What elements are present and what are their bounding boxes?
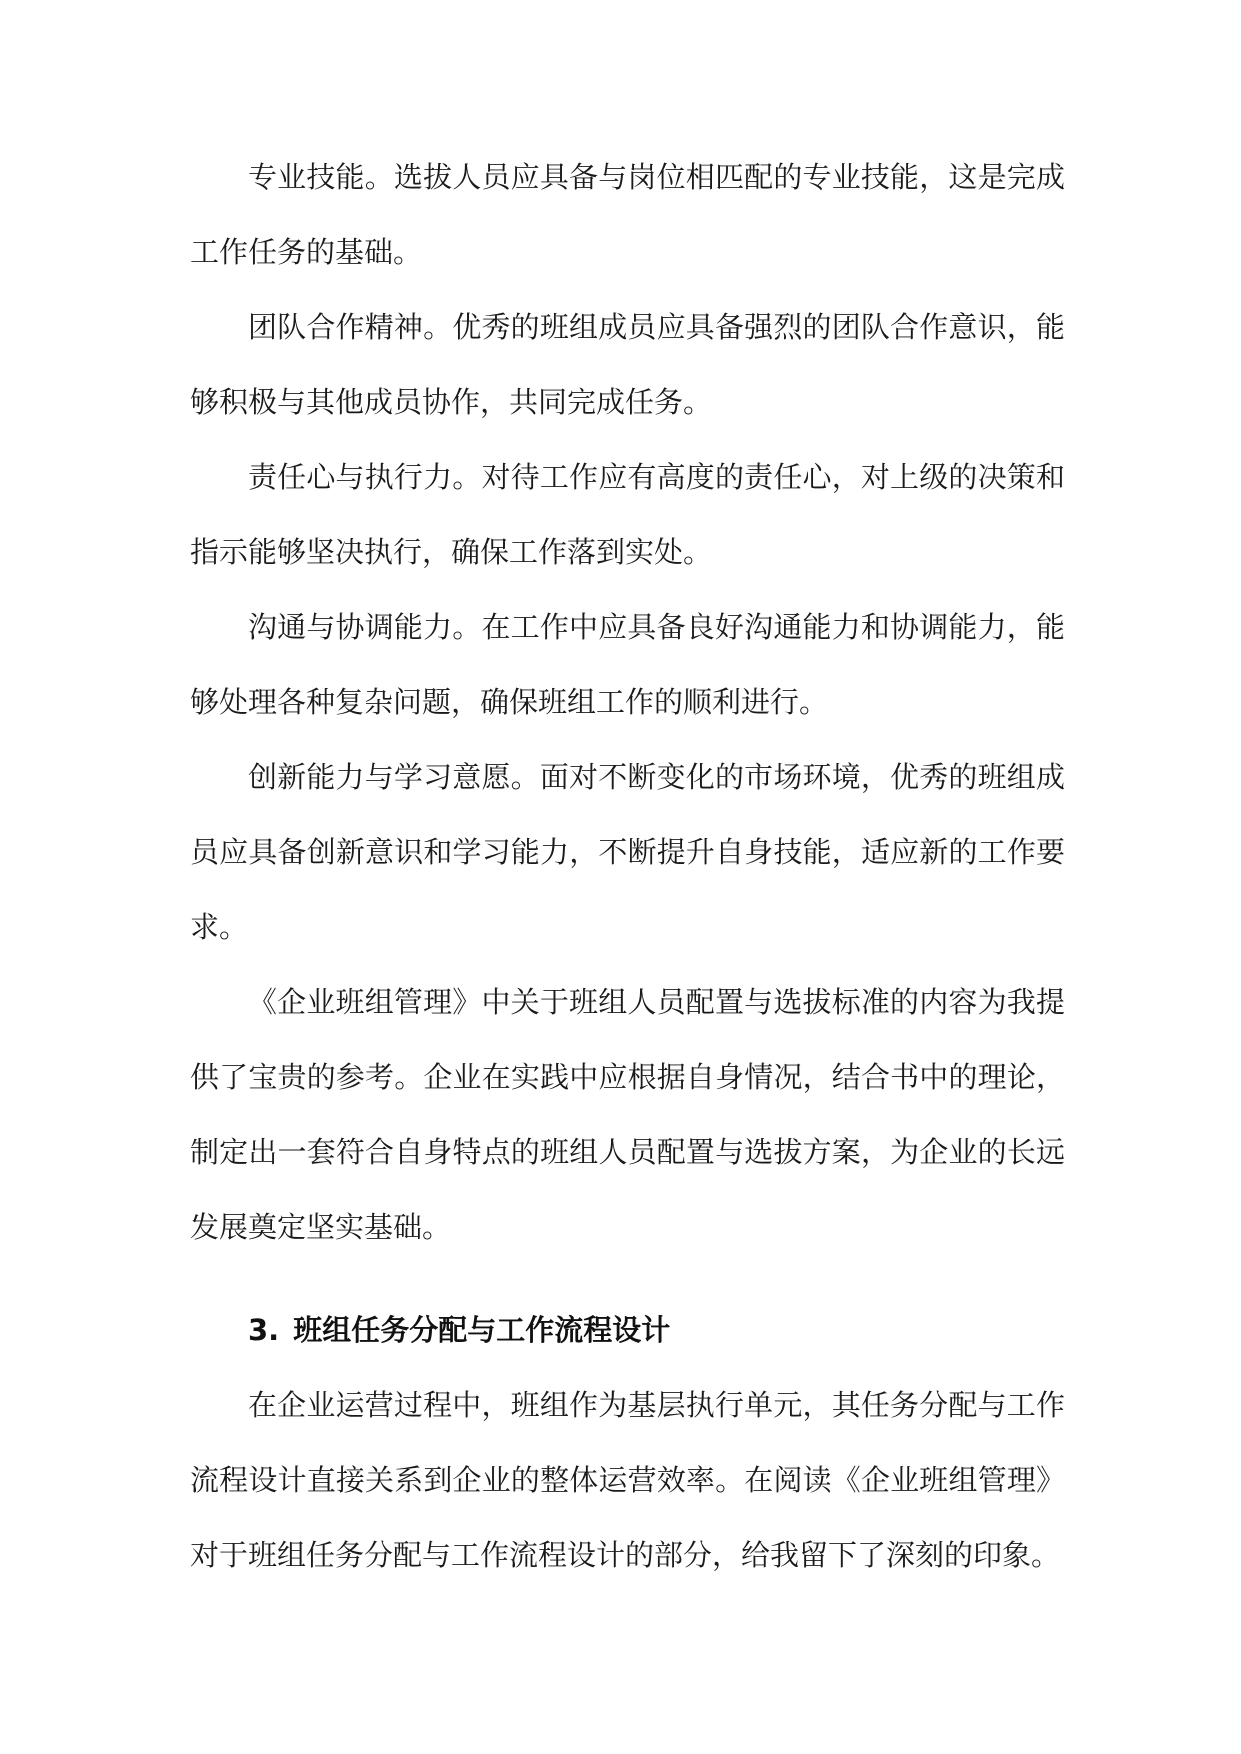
paragraph-responsibility: 责任心与执行力。对待工作应有高度的责任心，对上级的决策和指示能够坚决执行，确保工作落到实处。 <box>190 460 1065 569</box>
section-title: 班组任务分配与工作流程设计 <box>293 1313 671 1347</box>
section-number: 3. <box>248 1313 280 1347</box>
document-body <box>190 140 1065 1593</box>
paragraph-section-intro: 在企业运营过程中，班组作为基层执行单元，其任务分配与工作流程设计直接关系到企业的整体运营效率。在阅读《企业班组管理》对于班组任务分配与工作流程设计的部分，给我留下了深刻的印象。 <box>190 1388 1065 1572</box>
section-heading <box>190 1293 1065 1368</box>
paragraph-professional-skills: 专业技能。选拔人员应具备与岗位相匹配的专业技能，这是完成工作任务的基础。 <box>190 160 1065 269</box>
paragraph-summary: 《企业班组管理》中关于班组人员配置与选拔标准的内容为我提供了宝贵的参考。企业在实践中应根据自身情况，结合书中的理论，制定出一套符合自身特点的班组人员配置与选拔方案，为企业的长远发展奠定坚实基础。 <box>190 985 1065 1244</box>
paragraph-communication: 沟通与协调能力。在工作中应具备良好沟通能力和协调能力，能够处理各种复杂问题，确保班组工作的顺利进行。 <box>190 610 1065 719</box>
paragraph-innovation: 创新能力与学习意愿。面对不断变化的市场环境，优秀的班组成员应具备创新意识和学习能力，不断提升自身技能，适应新的工作要求。 <box>190 760 1065 944</box>
paragraph-teamwork: 团队合作精神。优秀的班组成员应具备强烈的团队合作意识，能够积极与其他成员协作，共同完成任务。 <box>190 310 1065 419</box>
